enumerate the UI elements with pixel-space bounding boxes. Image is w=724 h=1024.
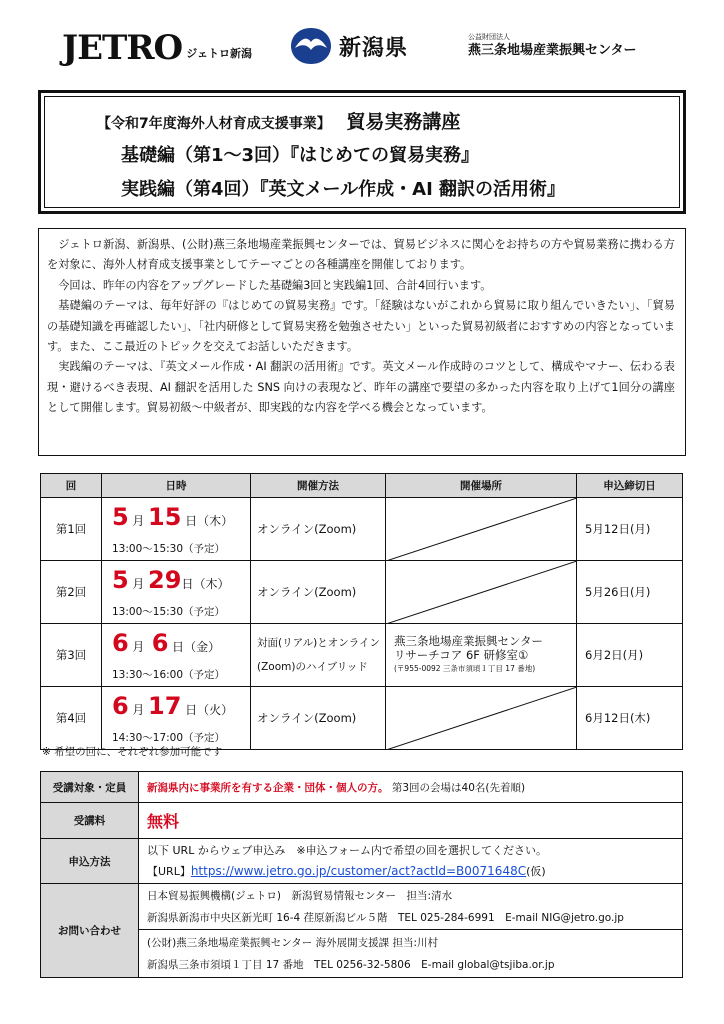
session-time: 13:00～15:30（予定）: [112, 606, 226, 618]
table-row: [41, 687, 683, 750]
table-row: [41, 561, 683, 624]
info-row-apply: [41, 839, 683, 884]
venue-room: リサーチコア 6F 研修室①: [394, 648, 529, 662]
session-day: 6: [151, 629, 169, 657]
venue-name: 燕三条地場産業振興センター: [394, 634, 544, 648]
method-line-1: 対面(リアル)とオンライン: [257, 637, 380, 649]
header-datetime: 日時: [102, 474, 251, 498]
niigata-emblem-icon: [289, 26, 333, 66]
session-weekday: （火）: [197, 703, 234, 717]
month-unit: 月: [132, 577, 145, 591]
target-value: [139, 772, 683, 803]
session-weekday: （木）: [197, 514, 234, 528]
contact-center: [139, 930, 683, 978]
session-month: 5: [112, 566, 129, 594]
tsubame-sanjo-center-logo: [468, 32, 636, 60]
title-line-2: 基礎編（第1～3回）『はじめての貿易実務』: [121, 145, 480, 166]
target-requirement: 新潟県内に事業所を有する企業・団体・個人の方。: [147, 781, 389, 794]
intro-paragraph: 実践編のテーマは、『英文メール作成・AI 翻訳の活用術』です。英文メール作成時のコツとして、構成やマナー、伝わる表現・避けるべき表現、AI 翻訳を活用した SNS 向けの表現など、昨年の講座で要望の多かった内容を取り上げて1回分の講座として開催します。貿易初級～中級者が、即実践的な内容を学べる機会となっています。: [47, 360, 675, 415]
session-deadline: 5月12日(月): [577, 498, 683, 561]
session-method: オンライン(Zoom): [251, 687, 386, 750]
day-unit: 日: [172, 640, 185, 654]
venue-not-applicable-slash: [386, 561, 577, 624]
round-number: 第4回: [41, 687, 102, 750]
intro-paragraph: ジェトロ新潟、新潟県、(公財)燕三条地場産業振興センターでは、貿易ビジネスに関心をお持ちの方や貿易業務に携わる方を対象に、海外人材育成支援事業としてテーマごとの各種講座を開催しております。: [47, 238, 675, 272]
apply-url-prefix: 【URL】: [147, 864, 191, 878]
niigata-name: 新潟県: [339, 35, 409, 61]
title-prefix: 【令和7年度海外人材育成支援事業】: [97, 116, 331, 132]
target-capacity: 第3回の会場は40名(先着順): [388, 781, 526, 794]
day-unit: 日: [185, 514, 198, 528]
center-name: 燕三条地場産業振興センター: [468, 43, 637, 58]
jetro-logo-sub: ジェトロ新潟: [186, 47, 252, 60]
schedule-table: [40, 473, 683, 750]
session-deadline: 6月2日(月): [577, 624, 683, 687]
logo-row: [0, 22, 724, 78]
fee-label: 受講料: [41, 803, 139, 839]
month-unit: 月: [132, 514, 145, 528]
title-main: 貿易実務講座: [346, 111, 461, 133]
session-deadline: 6月12日(木): [577, 687, 683, 750]
session-time: 13:30～16:00（予定）: [112, 669, 226, 681]
session-time: 13:00～15:30（予定）: [112, 543, 226, 555]
contact-jetro: [139, 884, 683, 930]
apply-url-suffix: (仮): [526, 864, 546, 878]
intro-paragraph: 今回は、昨年の内容をアップグレードした基礎編3回と実践編1回、合計4回行います。: [58, 278, 492, 292]
session-month: 6: [112, 629, 129, 657]
session-datetime: [102, 687, 251, 750]
session-datetime: [102, 624, 251, 687]
contact-jetro-name: 日本貿易振興機構(ジェトロ) 新潟貿易情報センター 担当:清水: [147, 889, 453, 902]
title-box: [38, 90, 686, 214]
table-row: [41, 624, 683, 687]
target-label: 受講対象・定員: [41, 772, 139, 803]
day-unit: 日: [181, 577, 194, 591]
apply-url-line: [147, 861, 682, 882]
fee-free: 無料: [147, 812, 180, 831]
session-method: オンライン(Zoom): [251, 498, 386, 561]
info-row-fee: [41, 803, 683, 839]
session-deadline: 5月26日(月): [577, 561, 683, 624]
session-month: 5: [112, 503, 129, 531]
info-row-target: [41, 772, 683, 803]
session-venue: [386, 624, 577, 687]
title-line-1: [97, 107, 460, 134]
jetro-logo: [62, 30, 252, 66]
session-day: 17: [148, 692, 182, 720]
session-method: オンライン(Zoom): [251, 561, 386, 624]
apply-value: [139, 839, 683, 884]
round-number: 第1回: [41, 498, 102, 561]
header-venue: 開催場所: [386, 474, 577, 498]
session-time: 14:30～17:00（予定）: [112, 732, 226, 744]
method-line-2: (Zoom)のハイブリッド: [257, 661, 368, 673]
session-venue-empty: [386, 498, 577, 561]
session-weekday: （金）: [184, 640, 221, 654]
session-date: [112, 566, 229, 594]
contact-label: お問い合わせ: [41, 884, 139, 978]
intro-box: [38, 228, 686, 456]
contact-center-name: (公財)燕三条地場産業振興センター 海外展開支援課 担当:川村: [147, 936, 438, 949]
session-venue-empty: [386, 687, 577, 750]
session-date: [112, 503, 233, 531]
participation-note: ※ 希望の回に、それぞれ参加可能です: [42, 746, 223, 758]
session-method: [251, 624, 386, 687]
month-unit: 月: [132, 640, 145, 654]
apply-url-link[interactable]: https://www.jetro.go.jp/customer/act?actId=B0071648C: [190, 863, 527, 878]
day-unit: 日: [185, 703, 198, 717]
niigata-logo: [289, 26, 408, 66]
contact-jetro-address: 新潟県新潟市中央区新光町 16-4 荏原新潟ビル５階 TEL 025-284-6991 E-mail NIG@jetro.go.jp: [147, 911, 624, 924]
venue-not-applicable-slash: [386, 498, 577, 561]
title-line-3: 実践編（第4回）『英文メール作成・AI 翻訳の活用術』: [121, 179, 566, 200]
apply-label: 申込方法: [41, 839, 139, 884]
center-type: 公益財団法人: [468, 33, 510, 41]
month-unit: 月: [132, 703, 145, 717]
fee-value: [139, 803, 683, 839]
round-number: 第3回: [41, 624, 102, 687]
apply-instructions: 以下 URL からウェブ申込み ※申込フォーム内で希望の回を選択してください。: [147, 843, 548, 857]
session-weekday: （木）: [193, 577, 230, 591]
header-method: 開催方法: [251, 474, 386, 498]
header-round: 回: [41, 474, 102, 498]
table-row: [41, 498, 683, 561]
session-day: 15: [148, 503, 182, 531]
info-row-contact-1: [41, 884, 683, 930]
session-day: 29: [148, 566, 182, 594]
intro-paragraph: 基礎編のテーマは、毎年好評の『はじめての貿易実務』です。「経験はないがこれから貿易に取り組んでいきたい」、「貿易の基礎知識を再確認したい」、「社内研修として貿易実務を勉強させたい」といった貿易初級者におすすめの内容となっています。また、ここ最近のトピックを交えてお話しいただきます。: [47, 299, 675, 354]
jetro-logo-mark: JETRO: [62, 28, 183, 68]
session-venue-empty: [386, 561, 577, 624]
info-table: [40, 771, 683, 978]
session-date: [112, 629, 220, 657]
round-number: 第2回: [41, 561, 102, 624]
venue-address: (〒955-0092 三条市須頃１丁目 17 番地): [394, 664, 536, 673]
session-datetime: [102, 498, 251, 561]
session-datetime: [102, 561, 251, 624]
contact-center-address: 新潟県三条市須頃１丁目 17 番地 TEL 0256-32-5806 E-mail global@tsjiba.or.jp: [147, 958, 555, 971]
venue-not-applicable-slash: [386, 687, 577, 750]
session-month: 6: [112, 692, 129, 720]
header-deadline: 申込締切日: [577, 474, 683, 498]
schedule-header-row: [41, 474, 683, 498]
session-date: [112, 692, 233, 720]
